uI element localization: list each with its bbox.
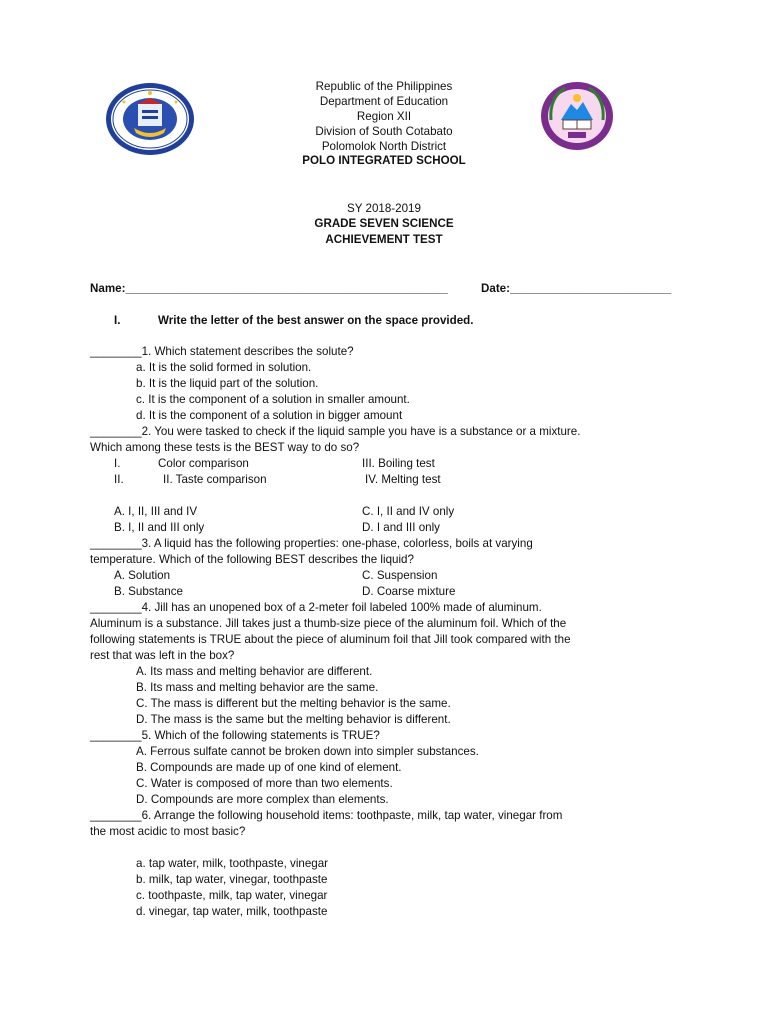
header-school: POLO INTEGRATED SCHOOL: [302, 154, 466, 167]
q5-option-d: D. Compounds are more complex than elements.: [136, 793, 389, 806]
q1-option-c: c. It is the component of a solution in smaller amount.: [136, 393, 410, 406]
question-4: ________4. Jill has an unopened box of a 2-meter foil labeled 100% made of aluminum.: [90, 601, 542, 614]
question-4-cont-3: rest that was left in the box?: [90, 649, 235, 662]
instruction-text: Write the letter of the best answer on the space provided.: [158, 314, 474, 327]
q5-option-a: A. Ferrous sulfate cannot be broken down into simpler substances.: [136, 745, 479, 758]
q2-item-4: IV. Melting test: [365, 473, 441, 486]
header-region: Region XII: [356, 110, 412, 123]
header-division: Division of South Cotabato: [315, 125, 453, 138]
question-2-cont: Which among these tests is the BEST way to do so?: [90, 441, 360, 454]
header-department: Department of Education: [319, 95, 449, 108]
question-1: ________1. Which statement describes the solute?: [90, 345, 354, 358]
q4-option-a: A. Its mass and melting behavior are different.: [136, 665, 373, 678]
test-subject: GRADE SEVEN SCIENCE: [314, 217, 454, 230]
name-field[interactable]: Name:__________________________________________________: [90, 282, 448, 295]
question-5: ________5. Which of the following statements is TRUE?: [90, 729, 380, 742]
q5-option-b: B. Compounds are made up of one kind of element.: [136, 761, 402, 774]
q2-option-d: D. I and III only: [362, 521, 440, 534]
q1-option-d: d. It is the component of a solution in bigger amount: [136, 409, 403, 422]
question-2: ________2. You were tasked to check if the liquid sample you have is a substance or a mixture.: [90, 425, 581, 438]
q3-option-d: D. Coarse mixture: [362, 585, 456, 598]
q6-option-c: c. toothpaste, milk, tap water, vinegar: [136, 889, 328, 902]
q2-item-1: Color comparison: [158, 457, 249, 470]
q4-option-c: C. The mass is different but the melting behavior is the same.: [136, 697, 451, 710]
header-republic: Republic of the Philippines: [315, 80, 453, 93]
date-field[interactable]: Date:_________________________: [481, 282, 672, 295]
part-number: I.: [114, 314, 121, 327]
test-title: ACHIEVEMENT TEST: [325, 233, 443, 246]
question-4-cont-1: Aluminum is a substance. Jill takes just a thumb-size piece of the aluminum foil. Which of the: [90, 617, 567, 630]
question-3: ________3. A liquid has the following properties: one-phase, colorless, boils at varying: [90, 537, 533, 550]
q1-option-b: b. It is the liquid part of the solution.: [136, 377, 319, 390]
q2-option-b: B. I, II and III only: [114, 521, 205, 534]
q2-item-2-number: II.: [114, 473, 124, 486]
q6-option-b: b. milk, tap water, vinegar, toothpaste: [136, 873, 328, 886]
question-4-cont-2: following statements is TRUE about the piece of aluminum foil that Jill took compared with the: [90, 633, 571, 646]
q4-option-b: B. Its mass and melting behavior are the same.: [136, 681, 379, 694]
q3-option-b: B. Substance: [114, 585, 183, 598]
question-3-cont: temperature. Which of the following BEST describes the liquid?: [90, 553, 414, 566]
question-6: ________6. Arrange the following household items: toothpaste, milk, tap water, vinegar from: [90, 809, 563, 822]
q2-option-c: C. I, II and IV only: [362, 505, 455, 518]
q2-item-1-number: I.: [114, 457, 121, 470]
q3-option-a: A. Solution: [114, 569, 171, 582]
question-6-cont: the most acidic to most basic?: [90, 825, 246, 838]
q1-option-a: a. It is the solid formed in solution.: [136, 361, 312, 374]
q4-option-d: D. The mass is the same but the melting behavior is different.: [136, 713, 451, 726]
q6-option-d: d. vinegar, tap water, milk, toothpaste: [136, 905, 328, 918]
q6-option-a: a. tap water, milk, toothpaste, vinegar: [136, 857, 329, 870]
q3-option-c: C. Suspension: [362, 569, 438, 582]
q5-option-c: C. Water is composed of more than two elements.: [136, 777, 393, 790]
header-district: Polomolok North District: [321, 140, 447, 153]
school-year: SY 2018-2019: [347, 202, 421, 215]
q2-item-3: III. Boiling test: [362, 457, 435, 470]
q2-option-a: A. I, II, III and IV: [114, 505, 198, 518]
q2-item-2: II. Taste comparison: [163, 473, 267, 486]
